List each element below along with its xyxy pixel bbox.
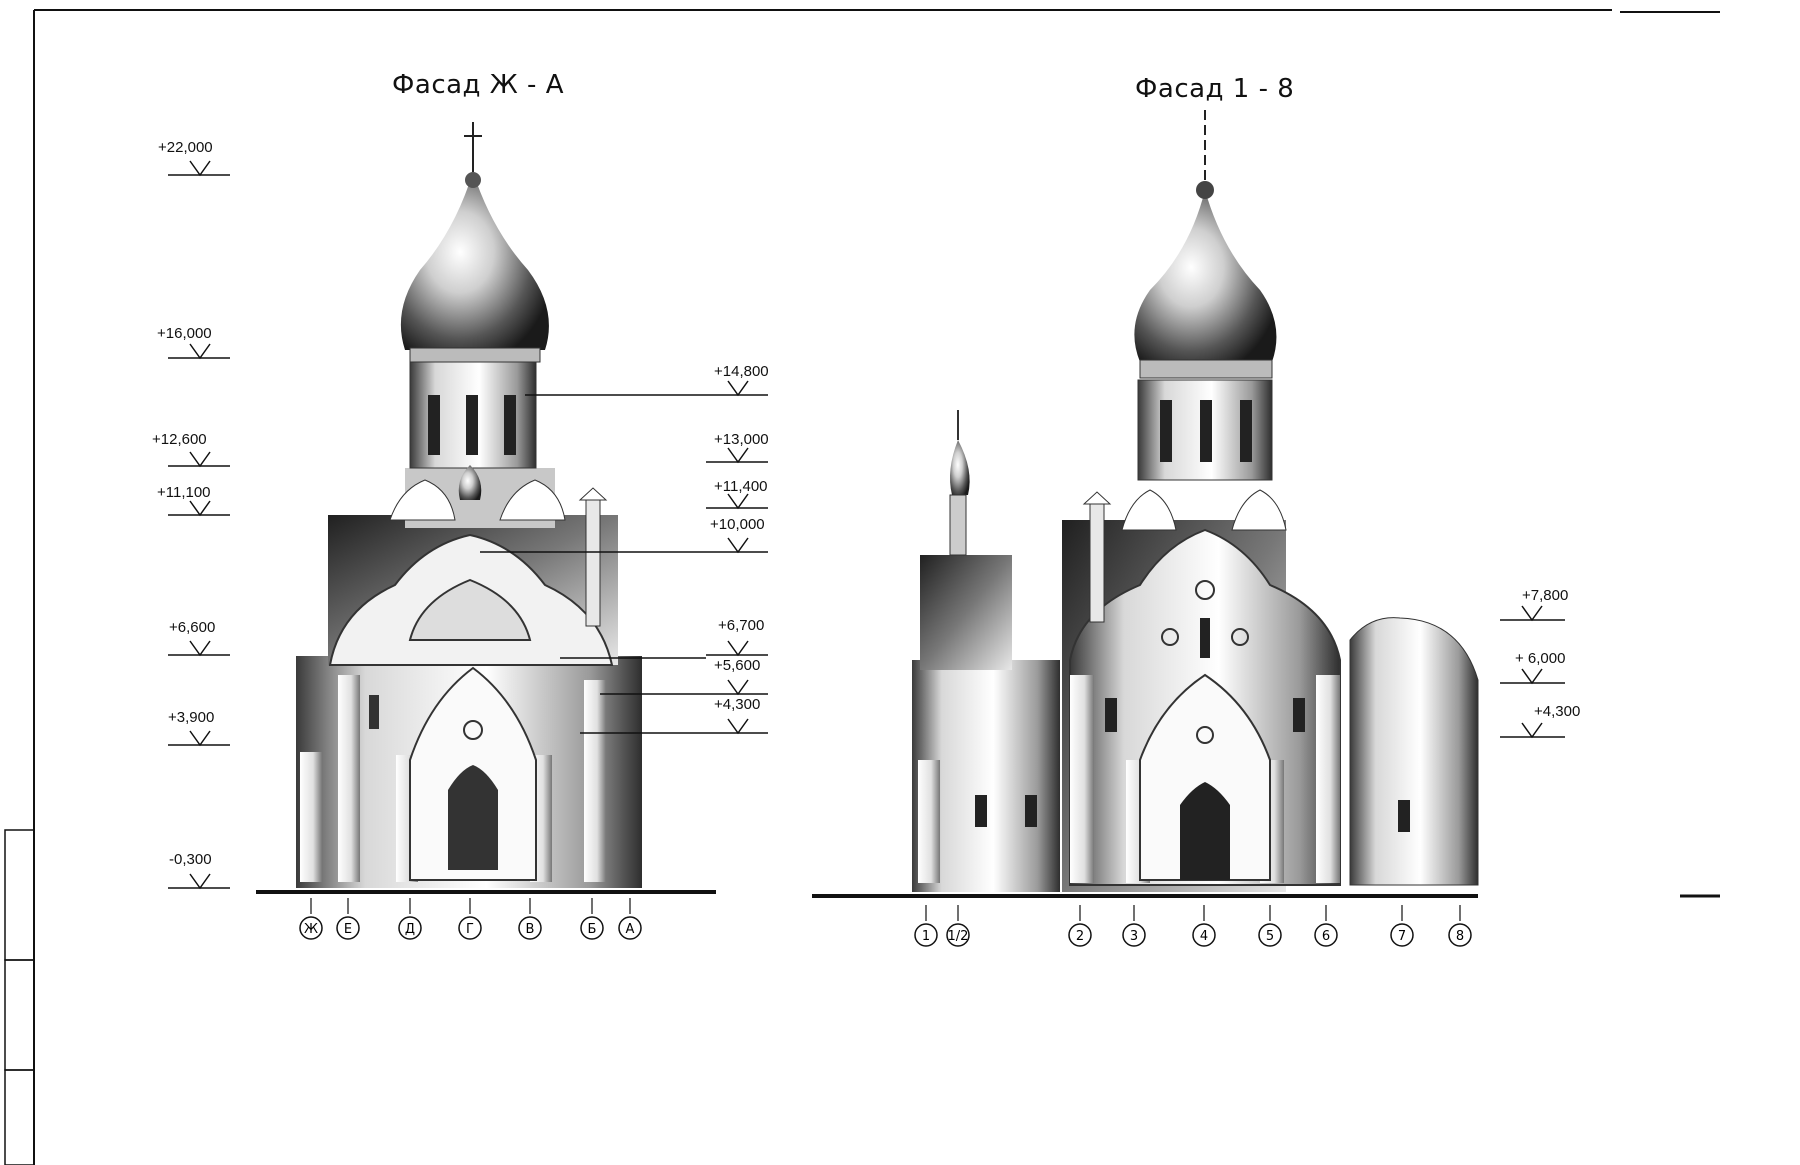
elevation-mark: +22,000 (158, 139, 213, 156)
elevation-marker (1500, 669, 1565, 683)
axis-left-3 (399, 898, 421, 939)
elevation-marker (706, 538, 768, 552)
elevation-marker (168, 452, 230, 466)
axis-label: А (625, 922, 635, 937)
axis-label: 2 (1075, 929, 1085, 944)
elevation-mark: -0,300 (169, 851, 212, 868)
elevation-mark: +6,600 (169, 619, 216, 636)
axis-right-3 (1069, 905, 1091, 946)
axis-label: В (525, 922, 535, 937)
elevation-mark: +11,100 (157, 484, 211, 501)
elevation-marker (168, 641, 230, 655)
elevation-mark: +14,800 (714, 363, 769, 380)
axis-left-4 (459, 898, 481, 939)
axis-right-7 (1315, 905, 1337, 946)
axis-left-1 (300, 898, 322, 939)
elevation-marker (1500, 606, 1565, 620)
axis-label: Ж (303, 922, 319, 937)
axis-right-5 (1193, 905, 1215, 946)
facade-left-building (256, 122, 716, 892)
elevation-mark: +6,700 (718, 617, 765, 634)
axis-left-2 (337, 898, 359, 939)
axis-right-1 (915, 905, 937, 946)
axis-label: 3 (1129, 929, 1139, 944)
axes-left (300, 898, 641, 939)
elevation-marker (706, 448, 768, 462)
elevation-marker (706, 381, 768, 395)
elevation-mark: +11,400 (714, 478, 768, 495)
axis-right-2 (947, 905, 969, 946)
axis-right-8 (1391, 905, 1413, 946)
elevation-mark: + 6,000 (1515, 650, 1566, 667)
elevation-mark: +10,000 (710, 516, 765, 533)
axis-label: 1 (921, 929, 931, 944)
axis-left-7 (619, 898, 641, 939)
axis-label: 4 (1199, 929, 1209, 944)
elevation-marker (706, 494, 768, 508)
axis-label: 6 (1321, 929, 1331, 944)
facade-right-title: Фасад 1 - 8 (1135, 74, 1295, 104)
elevation-marker (168, 874, 230, 888)
axis-label: Д (404, 922, 416, 937)
facade-left-title: Фасад Ж - А (392, 70, 564, 100)
elevation-marker (168, 501, 230, 515)
axis-left-5 (519, 898, 541, 939)
elevation-mark: +4,300 (1534, 703, 1581, 720)
axes-right (915, 905, 1471, 946)
sheet-frame (5, 10, 1720, 1165)
facade-right-building (812, 110, 1478, 896)
elevation-mark: +12,600 (152, 431, 207, 448)
elevation-mark: +3,900 (168, 709, 215, 726)
axis-left-6 (581, 898, 603, 939)
elevation-marker (1500, 723, 1565, 737)
axis-label: Б (587, 922, 597, 937)
axis-label: 7 (1397, 929, 1407, 944)
axis-right-4 (1123, 905, 1145, 946)
elevation-marker (168, 731, 230, 745)
elevation-mark: +5,600 (714, 657, 761, 674)
axis-label: 1/2 (947, 929, 969, 944)
axis-right-6 (1259, 905, 1281, 946)
elevation-marker (706, 719, 768, 733)
elevation-marker (168, 161, 230, 175)
axis-label: 5 (1265, 929, 1275, 944)
elevation-mark: +13,000 (714, 431, 769, 448)
axis-label: Е (343, 922, 353, 937)
elevation-mark: +7,800 (1522, 587, 1569, 604)
elevation-marker (168, 344, 230, 358)
axis-label: 8 (1455, 929, 1465, 944)
axis-label: Г (466, 922, 474, 937)
elevation-marker (706, 680, 768, 694)
elevation-marker (706, 641, 768, 655)
axis-right-9 (1449, 905, 1471, 946)
elevation-mark: +16,000 (157, 325, 212, 342)
elevation-mark: +4,300 (714, 696, 761, 713)
